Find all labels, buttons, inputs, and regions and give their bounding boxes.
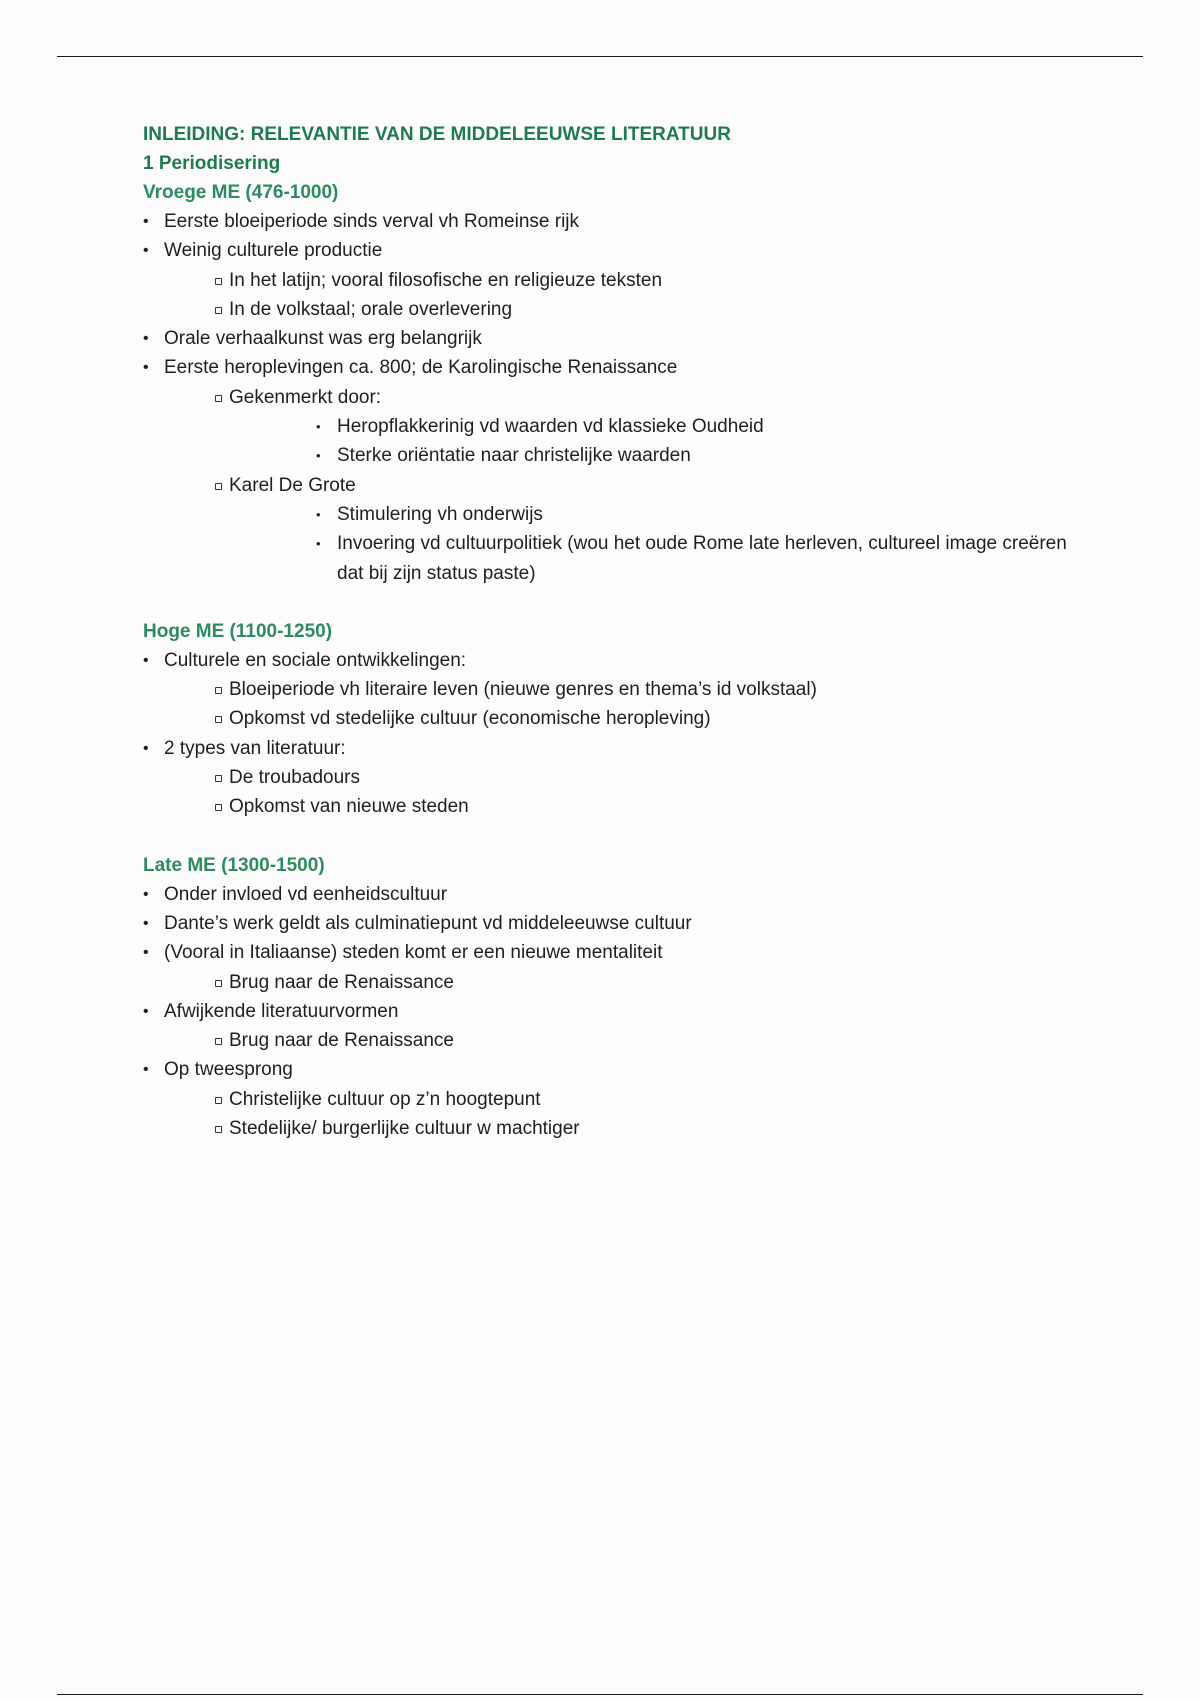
sub-list-item: Opkomst vd stedelijke cultuur (economische heropleving) xyxy=(164,704,1083,733)
sub-list-item xyxy=(164,383,1083,471)
list-item xyxy=(143,353,1083,587)
section-heading: 1 Periodisering xyxy=(143,153,281,174)
sub-list-item: Brug naar de Renaissance xyxy=(164,968,1083,997)
sub-sub-list xyxy=(229,500,1083,588)
list-item-text: Eerste heroplevingen ca. 800; de Karolingische Renaissance xyxy=(164,357,678,379)
sub-sub-list-item: • Stimulering vh onderwijs xyxy=(229,500,1083,529)
period-section-early xyxy=(143,178,1083,588)
sub-list-item xyxy=(164,471,1083,588)
sub-list-item: Opkomst van nieuwe steden xyxy=(164,792,1083,821)
period-title: Hoge ME (1100-1250) xyxy=(143,620,333,642)
bottom-rule xyxy=(57,1694,1143,1695)
list-item: • Eerste bloeiperiode sinds verval vh Romeinse rijk xyxy=(143,207,1083,236)
list-item xyxy=(143,646,1083,734)
sub-list-item: In het latijn; vooral filosofische en religieuze teksten xyxy=(164,266,1083,295)
list-item xyxy=(143,938,1083,997)
top-rule xyxy=(57,56,1143,57)
list-item: • Onder invloed vd eenheidscultuur xyxy=(143,880,1083,909)
list-item-text: 2 types van literatuur: xyxy=(164,737,346,759)
period-section-late xyxy=(143,851,1083,1144)
list-item xyxy=(143,997,1083,1056)
list-item: • Orale verhaalkunst was erg belangrijk xyxy=(143,324,1083,353)
list-item-text: Weinig culturele productie xyxy=(164,240,383,262)
period-title: Vroege ME (476-1000) xyxy=(143,182,339,203)
period-title: Late ME (1300-1500) xyxy=(143,854,325,876)
sub-sub-list-item: • Sterke oriëntatie naar christelijke waarden xyxy=(229,441,1083,470)
sub-list-item: Stedelijke/ burgerlijke cultuur w machtiger xyxy=(164,1114,1083,1143)
sub-list xyxy=(164,968,1083,997)
bullet-list xyxy=(143,880,1083,1144)
list-item-text: (Vooral in Italiaanse) steden komt er een nieuwe mentaliteit xyxy=(164,942,663,964)
sub-list xyxy=(164,266,1083,325)
sub-list xyxy=(164,763,1083,822)
list-item-text: Op tweesprong xyxy=(164,1059,293,1081)
list-item xyxy=(143,236,1083,324)
document-body xyxy=(143,120,1083,1143)
sub-sub-list-item: • Invoering vd cultuurpolitiek (wou het oude Rome late herleven, cultureel image creëren dat bij zijn status paste) xyxy=(229,529,1083,588)
sub-list-item: In de volkstaal; orale overlevering xyxy=(164,295,1083,324)
sub-sub-list xyxy=(229,412,1083,471)
main-heading: INLEIDING: RELEVANTIE VAN DE MIDDELEEUWSE LITERATUUR xyxy=(143,124,731,145)
list-item xyxy=(143,734,1083,822)
sub-list-item: Bloeiperiode vh literaire leven (nieuwe genres en thema’s id volkstaal) xyxy=(164,675,1083,704)
list-item: • Dante’s werk geldt als culminatiepunt vd middeleeuwse cultuur xyxy=(143,909,1083,938)
bullet-list xyxy=(143,646,1083,822)
bullet-list xyxy=(143,207,1083,588)
sub-list xyxy=(164,675,1083,734)
sub-list-item-text: Karel De Grote xyxy=(229,474,356,496)
sub-list-item: Brug naar de Renaissance xyxy=(164,1026,1083,1055)
sub-list-item: Christelijke cultuur op z’n hoogtepunt xyxy=(164,1085,1083,1114)
sub-list xyxy=(164,383,1083,588)
list-item xyxy=(143,1055,1083,1143)
sub-sub-list-item: • Heropflakkerinig vd waarden vd klassieke Oudheid xyxy=(229,412,1083,441)
list-item-text: Culturele en sociale ontwikkelingen: xyxy=(164,649,467,671)
sub-list-item-text: Gekenmerkt door: xyxy=(229,386,382,408)
sub-list xyxy=(164,1026,1083,1055)
period-section-high xyxy=(143,617,1083,822)
sub-list xyxy=(164,1085,1083,1144)
list-item-text: Afwijkende literatuurvormen xyxy=(164,1000,399,1022)
sub-list-item: De troubadours xyxy=(164,763,1083,792)
